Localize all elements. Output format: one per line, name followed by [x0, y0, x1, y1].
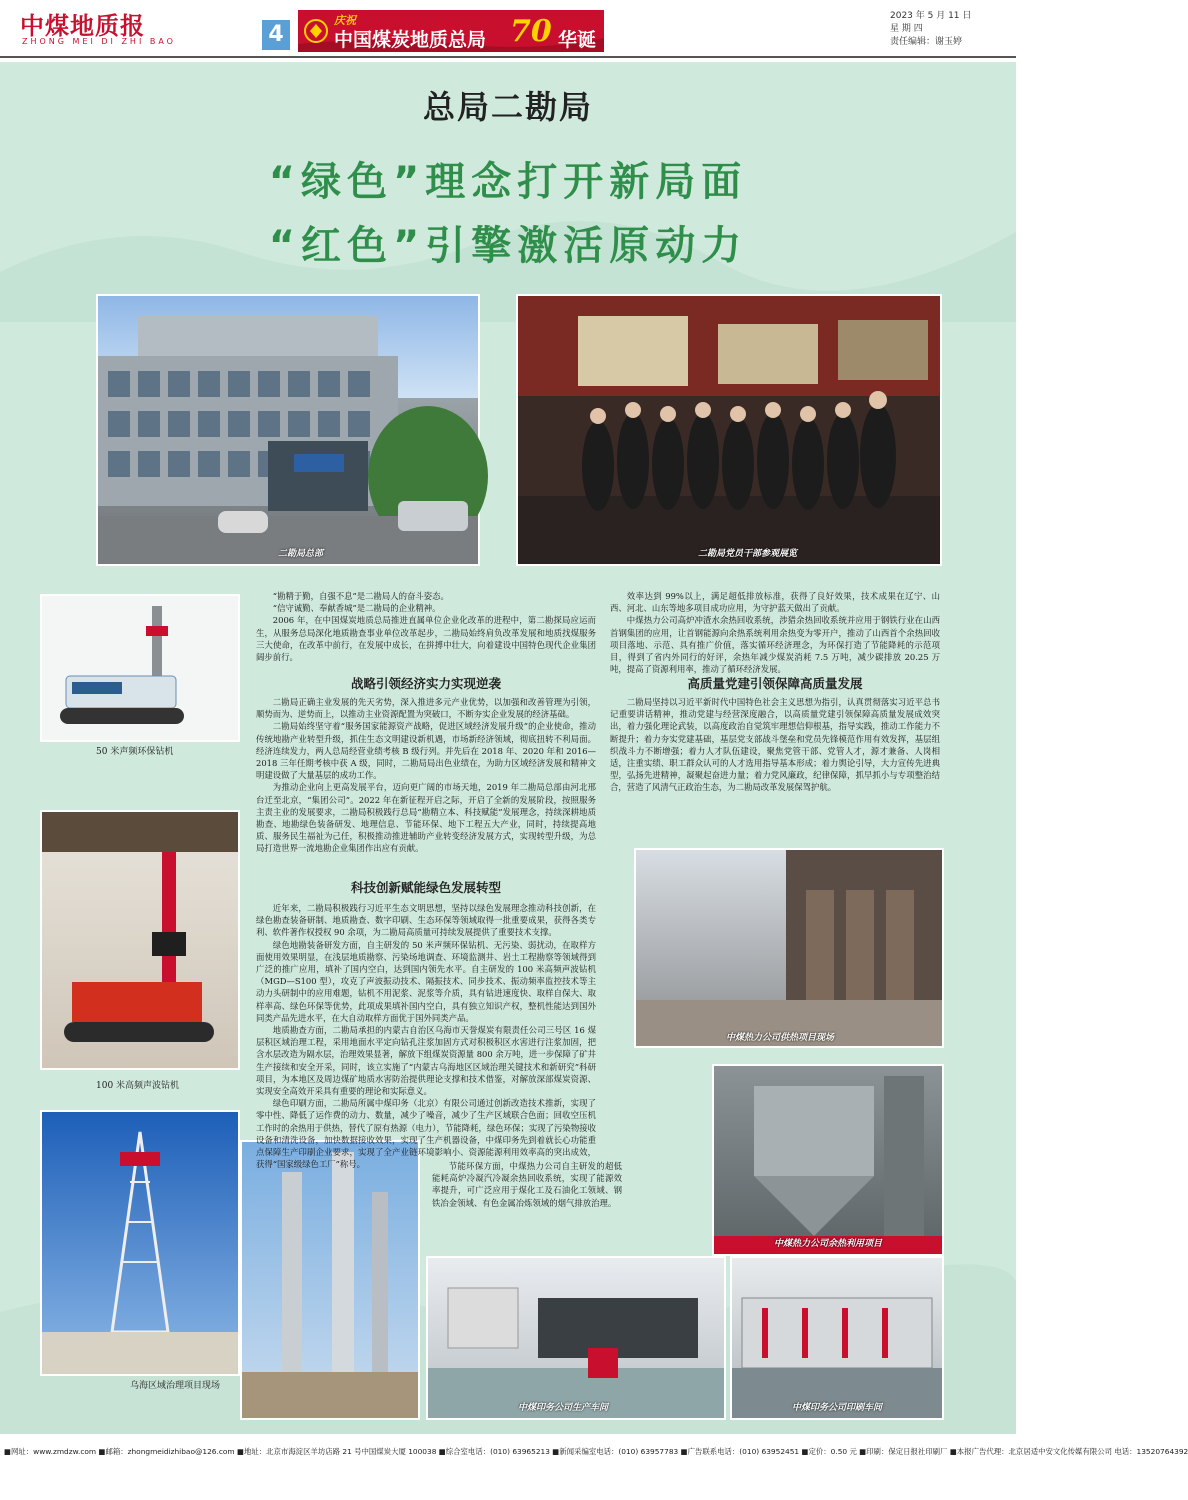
body-paragraph: 二勘局始终坚守着“服务国家能源资产战略，促进区域经济发展升级”的企业使命，推动传统地勘产业转型升级，抓住生态文明建设新机遇，市场新经济领域，彻底扭转不利局面。经济连续发力，两人总局经营业绩考核 B 级行列。并先后在 2018 年、2020 年和 2016—2018 三年任期考核中获 A 级，同时，二勘局局出色业绩在，为助力区域经济发展和精神文明建设做了大量基层的成功工作。: [256, 721, 596, 781]
intro-paragraph: “勘精于勤，自强不息”是二勘局人的奋斗姿态。: [272, 591, 449, 601]
caption-100m-rig: 100 米高频声波钻机: [96, 1081, 180, 1091]
article-intro: [256, 590, 596, 663]
headline-block: [0, 82, 1016, 128]
article-right-column: [610, 590, 940, 675]
banner-title: 中国煤炭地质总局: [334, 29, 487, 51]
caption-headquarters: 二勘局总部: [278, 549, 324, 559]
banner-suffix: 华诞: [558, 29, 597, 51]
logo-pinyin: ZHONG MEI DI ZHI BAO: [22, 37, 176, 46]
body-paragraph: 节能环保方面，中煤热力公司自主研发的超低能耗高炉冷凝汽冷凝余热回收系统，实现了能源效率提升，可广泛应用于煤化工及石油化工领域、钢铁冶金领域、有色金属冶炼领域的烟气排放治理。: [432, 1161, 622, 1208]
body-paragraph: 二勘局坚持以习近平新时代中国特色社会主义思想为指引，认真贯彻落实习近平总书记重要讲话精神，推动党建与经营深度融合，以高质量党建引领保障高质量发展成效突出，着力强化理论武装，以高度政治自觉筑牢理想信仰根基，指导实践，推动工作能力不断提升；着力夯实党建基础，基层党支部战斗堡垒和党员先锋模范作用有效发挥，基层组织战斗力不断增强；着力人才队伍建设，聚焦党管干部、党管人才，源才兼备、人岗相适，注重实绩、职工群众认可的人才选用指导基本形成；着力舆论引导，大力宣传先进典型，弘扬先进精神，凝聚起奋进力量；着力党风廉政，纪律保障，抓早抓小与专项整治结合，营造了风清气正政治生态，为二勘局改革发展保驾护航。: [610, 697, 940, 793]
exhibition-image: [518, 296, 940, 564]
footer-info: ■网址：www.zmdzw.com ■邮箱：zhongmeidizhibao@126.com ■地址：北京市海淀区羊坊店路 21 号中国煤炭大厦 100038 ■综合室电话：(010) 63965213 ■新闻采编室电话：(010) 63957783 ■广告联系电话：(010) 63952451 ■定价：0.50 元 ■印刷：保定日报社印刷厂 ■本报广告代理：北京居适中安文化传媒有限公司 电话：13520764392: [0, 1442, 1020, 1462]
photo-headquarters-building: [96, 294, 480, 566]
headline-red: “红色”引擎激活原动力: [268, 223, 748, 269]
anniversary-banner: [298, 10, 604, 52]
derrick-image: [42, 1112, 238, 1374]
photo-drilling-towers: [240, 1140, 420, 1420]
sonic-rig-image: [42, 812, 238, 1068]
newspaper-logo[interactable]: [14, 6, 176, 52]
banner-number: 70: [510, 14, 552, 49]
page-number: 4: [262, 20, 290, 50]
drill-rig-image: [42, 596, 238, 740]
caption-print-workshop: 中煤印务公司生产车间: [518, 1403, 609, 1413]
subheading-technology: 科技创新赋能绿色发展转型: [350, 880, 501, 895]
subheading-strategy: 战略引领经济实力实现逆袭: [350, 676, 501, 691]
body-paragraph: 效率达到 99%以上，满足超低排放标准，获得了良好效果，技术成果在辽宁、山西、河北、山东等地多项目成功应用，为守护蓝天做出了贡献。: [610, 591, 940, 614]
towers-image: [242, 1142, 418, 1418]
issue-info: [890, 10, 1000, 49]
caption-50m-rig: 50 米声频环保钻机: [96, 747, 174, 757]
body-paragraph: 近年来，二勘局积极践行习近平生态文明思想，坚持以绿色发展理念推动科技创新，在绿色勘查装备研制、地质勘查、数字印刷、生态环保等领域取得一批重要成果，获得各类专利、软件著作权授权 90 余项，为二勘局高质量可持续发展提供了重要技术支撑。: [256, 903, 596, 938]
photo-printing-press: [730, 1256, 944, 1420]
article-section-party-building: [610, 696, 940, 794]
body-paragraph: 绿色印刷方面，二勘局所属中煤印务（北京）有限公司通过创新改造技术推新，实现了零中性、降低了运作费的动力、数量，减少了噪音，减少了生产区域联合色面；回收空压机工作时的余热用于供热，替代了原有热源（电力），节能降耗，绿色环保；实现了污染物接收设备和清洗设备，加快数据接收效果，实现了生产机器设备，中煤印务先到着就长心功能重点保障生产印刷企业要求，实现了全产业链环境影响小、资源能源利用效率高的突出成效，获得“国家级绿色工厂”称号。: [256, 1098, 596, 1170]
plant-image: [636, 850, 942, 1046]
section-title: 总局二勘局: [422, 88, 593, 126]
building-image: [98, 296, 478, 564]
body-paragraph: 二勘局正确主业发展的先天劣势，深入推进多元产业优势，以加强和改善管理为引领，顺势而为、逆势而上，以推动主业资源配置为突破口，不断夯实企业发展的经济基础。: [256, 697, 596, 720]
article-section-energy: [432, 1160, 622, 1209]
body-paragraph: 中煤热力公司高炉冲渣水余热回收系统，涉猎余热回收系统并应用于钢铁行业在山西首钢集团的应用，让首钢能源向余热系统利用余热变为零开户，推动了山西首个余热回收项目落地、示范、具有推广价值，落实循环经济理念，为环保打造了节能降耗的示范项目，得到了省内外同行的好评，余热年减少煤炭消耗 7.5 万吨，减少碳排放 20.25 万吨，提高了资源利用率，推动了循环经济发展。: [610, 615, 940, 675]
caption-derrick: 乌海区域治理项目现场: [130, 1381, 221, 1391]
photo-heating-plant: [634, 848, 944, 1048]
article-section-strategy: [256, 696, 596, 855]
photo-derrick: [40, 1110, 240, 1376]
photo-waste-heat: [712, 1064, 944, 1256]
body-paragraph: 为推动企业向上更高发展平台，迈向更广阔的市场天地，2019 年二勘局总部由河北邢台迁至北京，“集团公司”。2022 年在新征程开启之际，开启了全新的发展阶段，按照服务主责主业的发展要求，二勘局积极践行总局“勘精立本、科技赋能”发展理念，持续深耕地质勘查、地勘绿色装备研发、地理信息、节能环保、地下工程五大产业，同时，持续提高地质、服务民生福祉为己任，积极推动推进辅助产业转变经济发展方式，实现转型升级，为总局打造世界一流地勘企业集团作出应有贡献。: [256, 782, 596, 854]
intro-paragraph: 2006 年，在中国煤炭地质总局推进直属单位企业化改革的进程中，第二勘探局应运而生，从服务总局深化地质勘查事业单位改革起步，二勘局始终肩负改革发展和地质找煤服务三大使命，在改革中前行，在发展中成长，在拼搏中壮大，向着建设中国特色现代企业集团阔步前行。: [256, 615, 596, 663]
caption-exhibition: 二勘局党员干部参观展览: [698, 549, 798, 559]
photo-50m-rig: [40, 594, 240, 742]
caption-heating-plant: 中煤热力公司供热项目现场: [726, 1033, 835, 1043]
photo-print-workshop: [426, 1256, 726, 1420]
intro-paragraph: “信守诚勤、奉献香城”是二勘局的企业精神。: [272, 603, 441, 614]
caption-printing-press: 中煤印务公司印刷车间: [792, 1403, 883, 1413]
issue-date: 2023 年 5 月 11 日: [890, 11, 972, 21]
caption-waste-heat: 中煤热力公司余热利用项目: [774, 1239, 883, 1249]
headline-green: “绿色”理念打开新局面: [268, 159, 748, 205]
article-section-technology: [256, 902, 596, 1170]
print-workshop-image: [428, 1258, 724, 1418]
issue-editor: 责任编辑：谢玉婷: [890, 37, 963, 47]
photo-100m-rig: [40, 810, 240, 1070]
banner-prefix: 庆祝: [334, 14, 356, 27]
body-paragraph: 绿色地勘装备研发方面，自主研发的 50 米声频环保钻机、无污染、弱扰动，在取样方面使用效果明显，在浅层地质勘察、污染场地调查、环境监测井、岩土工程勘察等领域得到广泛的推广应用，填补了国内空白，达到国内领先水平。自主研发的 100 米高频声波钻机（MGD—S100 型），攻克了声波振动技术、隔振技术、同步技术、振动频率监控技术等主动力头研制中的应用难题，钻机不用泥浆、泥浆等介质，具有钻进速度快、取样自保大、取样率高、绿色环保等优势，此项成果填补国内空白，具有独立知识产权，整机性能达到国外同类产品先进水平，在大自动取样方面优于国外同类产品。: [256, 939, 596, 1023]
body-paragraph: 地质勘查方面，二勘局承担的内蒙古自治区乌海市天誉煤炭有限责任公司三号区 16 煤层积区域治理工程，采用地面水平定向钻孔注浆加固方式对积极积区水害进行注浆加固，把含水层改造为隔水层，治理效果显著，解放下组煤炭资源量 800 余万吨，进一步保障了矿井生产接续和安全开采，同时，该立实施了“内蒙古乌海地区区域治理关键技术和新研究”科研项目，为本地区及周边煤矿地质水害防治提供理论支撑和技术借鉴，对解放深部煤炭资源、实现安全高效开采具有重要的理论和实际意义。: [256, 1025, 596, 1097]
masthead-rule: [0, 56, 1016, 58]
logo-text: 中煤地质报: [20, 11, 145, 40]
printing-press-image: [732, 1258, 942, 1418]
masthead: [0, 0, 1016, 58]
issue-weekday: 星 期 四: [890, 24, 923, 34]
subheading-party-building: 高质量党建引领保障高质量发展: [687, 676, 863, 691]
waste-heat-image: [714, 1066, 942, 1254]
photo-exhibition-visit: [516, 294, 942, 566]
